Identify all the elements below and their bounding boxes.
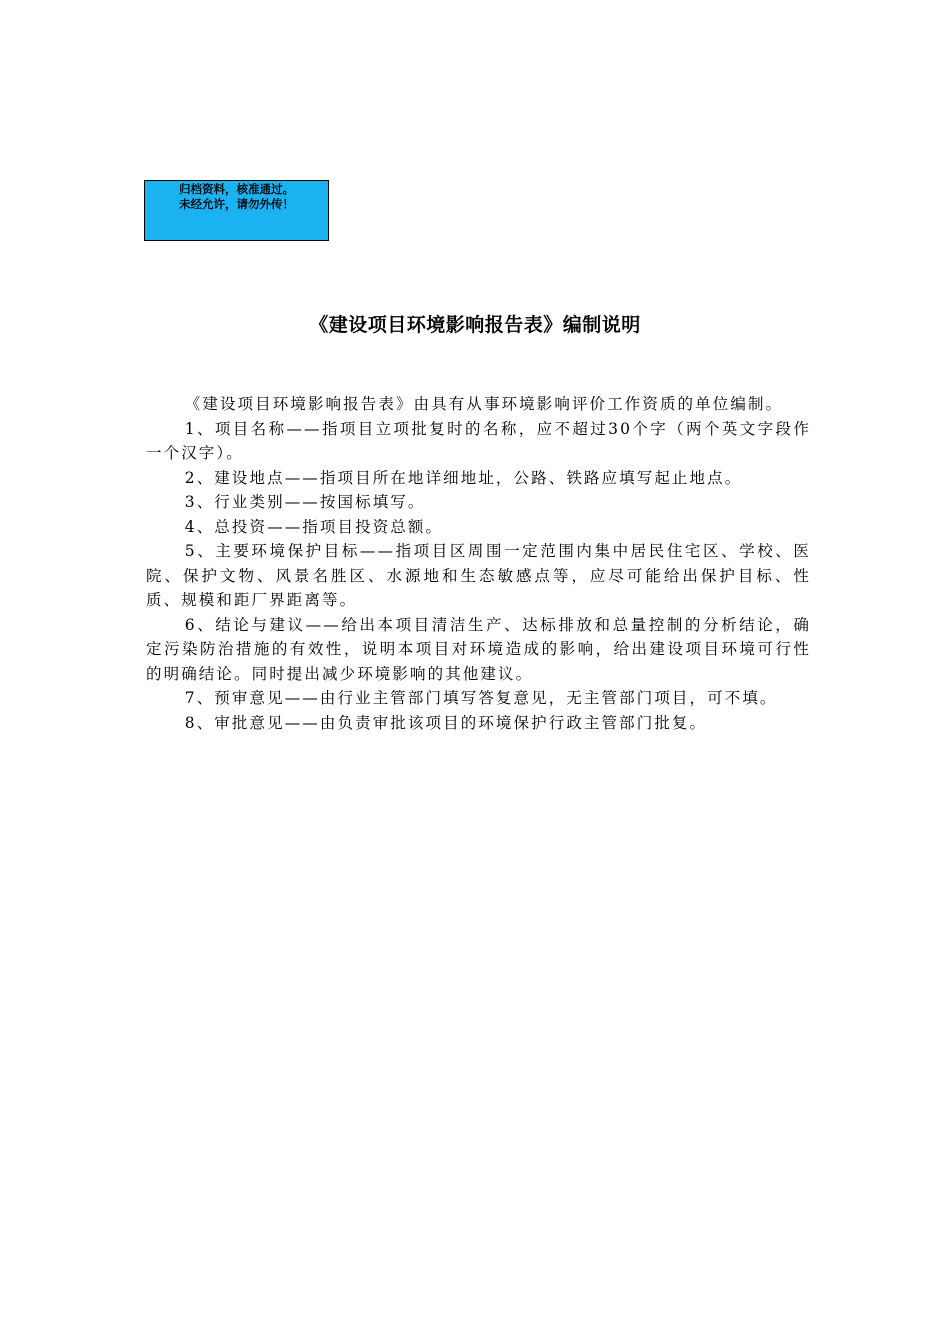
paragraph-item-8: 8、审批意见——由负责审批该项目的环境保护行政主管部门批复。 xyxy=(184,713,708,732)
archive-stamp xyxy=(144,180,329,241)
document-body xyxy=(146,392,811,735)
paragraph-intro: 《建设项目环境影响报告表》由具有从事环境影响评价工作资质的单位编制。 xyxy=(184,395,784,413)
paragraph-item-5: 5、主要环境保护目标——指项目区周围一定范围内集中居民住宅区、学校、医院、保护文物、风景名胜区、水源地和生态敏感点等，应尽可能给出保护目标、性质、规模和距厂界距离等。 xyxy=(146,542,811,609)
paragraph-item-7: 7、预审意见——由行业主管部门填写答复意见，无主管部门项目，可不填。 xyxy=(184,689,778,707)
paragraph-item-1: 1、项目名称——指项目立项批复时的名称，应不超过30个字（两个英文字段作一个汉字）。 xyxy=(146,419,811,462)
paragraph-item-3: 3、行业类别——按国标填写。 xyxy=(184,493,426,511)
paragraph-item-4: 4、总投资——指项目投资总额。 xyxy=(184,517,444,536)
paragraph-item-2: 2、建设地点——指项目所在地详细地址，公路、铁路应填写起止地点。 xyxy=(184,468,743,487)
paragraph-item-6: 6、结论与建议——给出本项目清洁生产、达标排放和总量控制的分析结论，确定污染防治措施的有效性，说明本项目对环境造成的影响，给出建设项目环境可行性的明确结论。同时提出减少环境影响的其他建议。 xyxy=(146,615,811,683)
stamp-line-2: 未经允许，请勿外传！ xyxy=(179,197,294,211)
stamp-line-1: 归档资料，核准通过。 xyxy=(179,182,294,196)
document-title: 《建设项目环境影响报告表》编制说明 xyxy=(309,314,641,336)
